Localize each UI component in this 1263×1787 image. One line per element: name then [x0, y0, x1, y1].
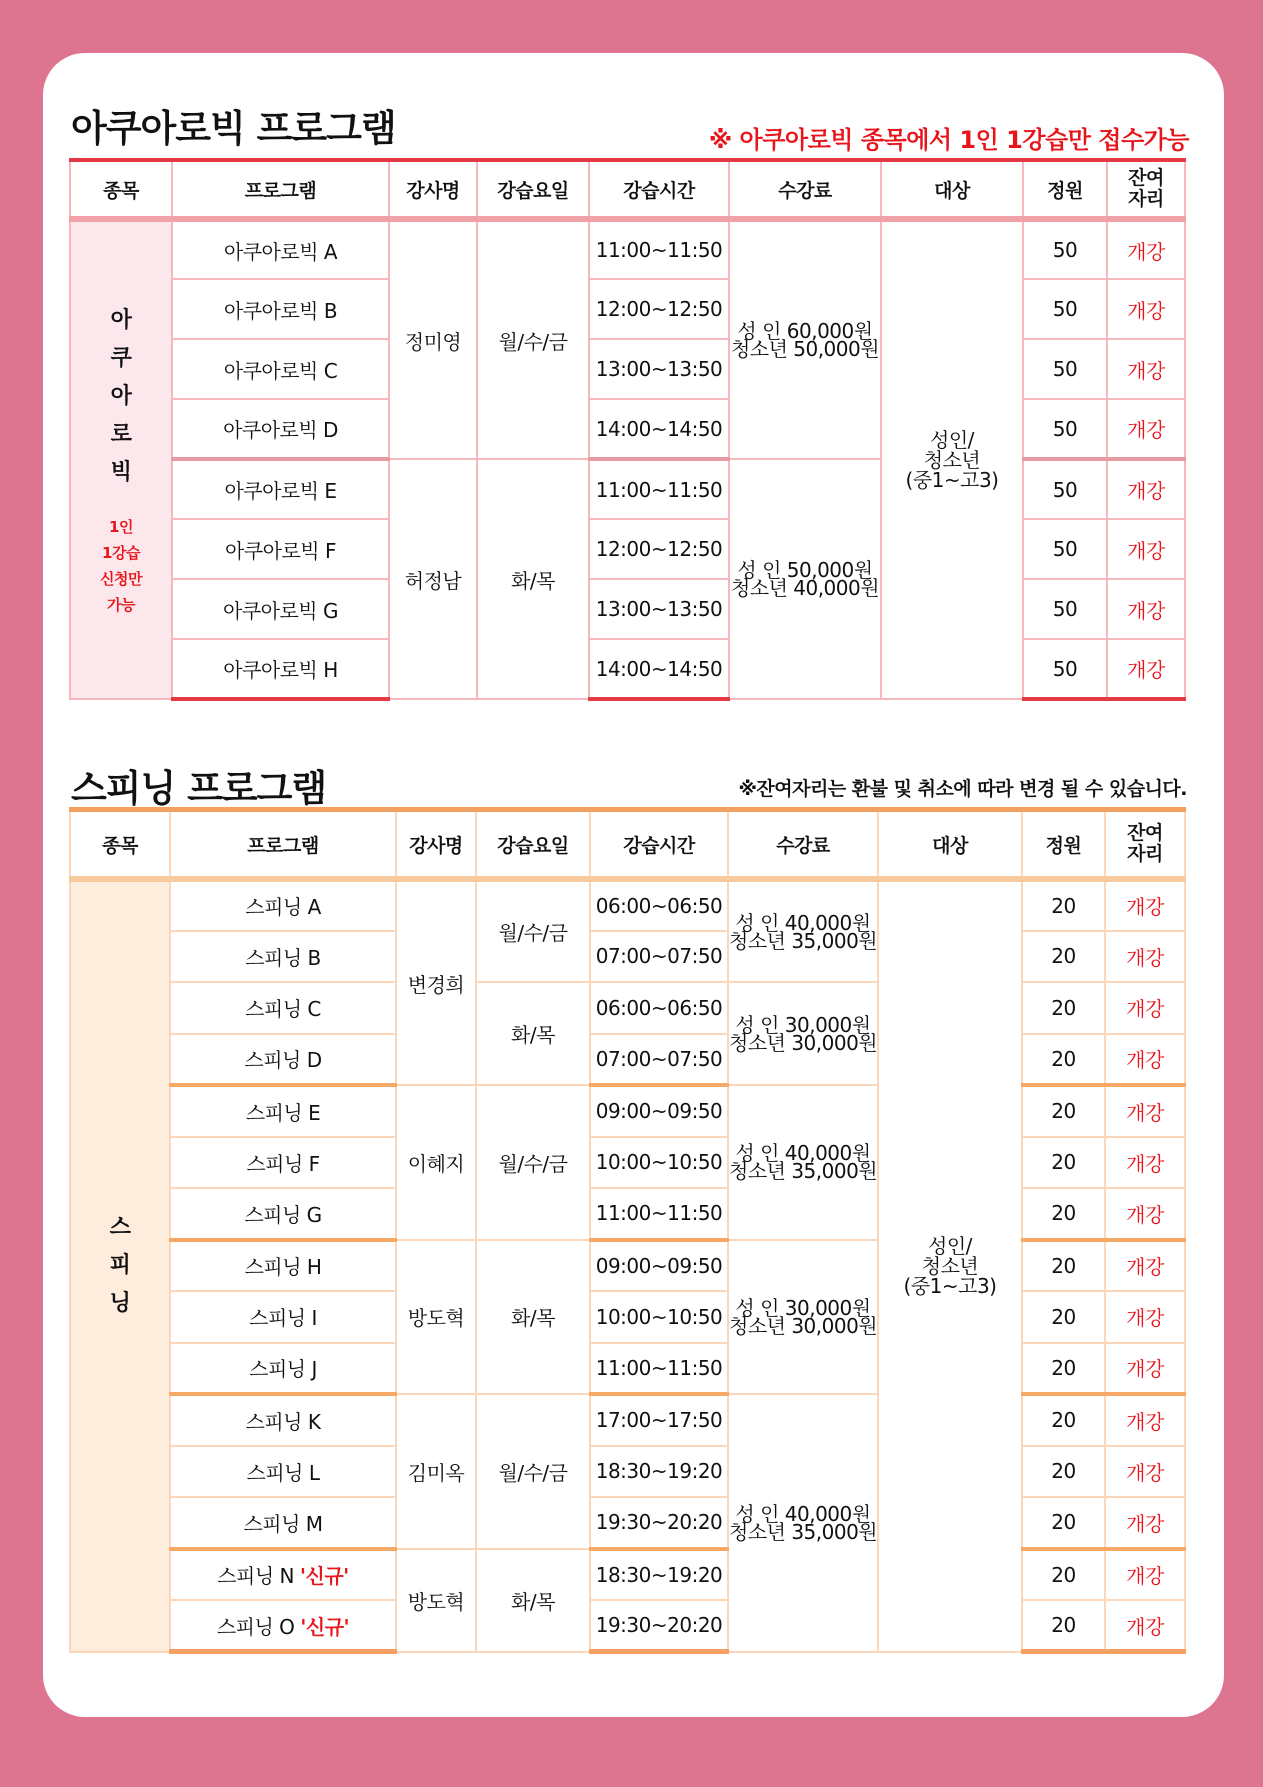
capacity: 20: [1022, 931, 1105, 983]
capacity: 20: [1022, 1343, 1105, 1395]
category-note-line: 가능: [107, 596, 135, 614]
header-fee: 수강료: [729, 160, 881, 219]
fee-youth: 청소년 40,000원: [730, 576, 880, 600]
category-note-line: 1강습: [102, 544, 140, 562]
instructor-name: 변경희: [396, 879, 476, 1085]
class-time: 19:30~20:20: [590, 1600, 728, 1652]
target-line: 성인/: [930, 428, 974, 452]
header-instructor: 강사명: [396, 810, 476, 880]
remaining-status: 개강: [1107, 279, 1185, 339]
program-name: 스피닝 C: [170, 982, 396, 1034]
fee-adult: 성 인 30,000원: [735, 1012, 871, 1037]
remaining-status: 개강: [1107, 639, 1185, 699]
capacity: 50: [1023, 639, 1107, 699]
category-note-line: 신청만: [100, 570, 142, 588]
program-name: 스피닝 I: [170, 1291, 396, 1343]
class-time: 06:00~06:50: [590, 879, 728, 931]
fee-youth: 청소년 30,000원: [729, 1313, 878, 1338]
category-cell: [70, 879, 170, 1652]
remaining-status: 개강: [1105, 1600, 1185, 1652]
instructor-name: 방도혁: [396, 1240, 476, 1395]
fee-youth: 청소년 35,000원: [729, 1519, 878, 1544]
spinning-note: ※잔여자리는 환불 및 취소에 따라 변경 될 수 있습니다.: [738, 778, 1187, 800]
remaining-status: 개강: [1105, 879, 1185, 931]
header-program: 프로그램: [172, 160, 389, 219]
class-time: 13:00~13:50: [589, 579, 729, 639]
class-time: 10:00~10:50: [590, 1291, 728, 1343]
capacity: 20: [1022, 1394, 1105, 1446]
fee-cell: [728, 1240, 878, 1395]
class-time: 09:00~09:50: [590, 1085, 728, 1137]
header-time: 강습시간: [590, 810, 728, 880]
category-char: 닝: [109, 1291, 131, 1317]
category-char: 로: [110, 422, 132, 447]
category-char: 스: [109, 1215, 131, 1241]
class-time: 12:00~12:50: [589, 279, 729, 339]
capacity: 50: [1023, 519, 1107, 579]
remaining-status: 개강: [1107, 339, 1185, 399]
remaining-status: 개강: [1105, 1188, 1185, 1240]
instructor-name: 허정남: [389, 459, 477, 699]
class-days: 화/목: [477, 459, 589, 699]
capacity: 50: [1023, 459, 1107, 519]
program-name: 스피닝 F: [170, 1137, 396, 1189]
header-remaining-line1: 잔여: [1127, 822, 1163, 844]
class-days: 월/수/금: [476, 879, 590, 982]
class-time: 11:00~11:50: [589, 459, 729, 519]
fee-cell: [728, 982, 878, 1085]
header-target: 대상: [878, 810, 1022, 880]
target-cell: [878, 879, 1022, 1652]
header-remaining: [1105, 810, 1185, 880]
remaining-status: 개강: [1105, 1085, 1185, 1137]
fee-cell: [728, 1394, 878, 1652]
header-capacity: 정원: [1023, 160, 1107, 219]
header-time: 강습시간: [589, 160, 729, 219]
remaining-status: 개강: [1105, 1034, 1185, 1086]
table-row: [70, 219, 1185, 279]
program-name: 스피닝 J: [170, 1343, 396, 1395]
header-days: 강습요일: [476, 810, 590, 880]
program-name: 스피닝 G: [170, 1188, 396, 1240]
fee-youth: 청소년 35,000원: [729, 928, 878, 953]
program-name: 스피닝 H: [170, 1240, 396, 1292]
class-time: 11:00~11:50: [590, 1343, 728, 1395]
category-note-line: 1인: [109, 518, 133, 536]
class-time: 13:00~13:50: [589, 339, 729, 399]
header-target: 대상: [881, 160, 1023, 219]
class-time: 17:00~17:50: [590, 1394, 728, 1446]
remaining-status: 개강: [1107, 459, 1185, 519]
header-category: 종목: [70, 160, 172, 219]
remaining-status: 개강: [1105, 1343, 1185, 1395]
header-remaining-line2: 자리: [1127, 843, 1163, 865]
capacity: 20: [1022, 982, 1105, 1034]
class-days: 화/목: [476, 1549, 590, 1652]
remaining-status: 개강: [1107, 519, 1185, 579]
remaining-status: 개강: [1107, 399, 1185, 459]
remaining-status: 개강: [1105, 1291, 1185, 1343]
fee-adult: 성 인 40,000원: [735, 910, 871, 935]
header-instructor: 강사명: [389, 160, 477, 219]
class-time: 19:30~20:20: [590, 1497, 728, 1549]
program-name: 아쿠아로빅 H: [172, 639, 389, 699]
target-line: 청소년: [923, 448, 981, 472]
category-char: 빅: [110, 460, 132, 485]
class-time: 14:00~14:50: [589, 399, 729, 459]
header-capacity: 정원: [1022, 810, 1105, 880]
capacity: 50: [1023, 399, 1107, 459]
program-name: 스피닝 K: [170, 1394, 396, 1446]
program-name: 아쿠아로빅 D: [172, 399, 389, 459]
fee-youth: 청소년 30,000원: [729, 1030, 878, 1055]
table-header-row: [70, 160, 1185, 219]
category-note: [71, 514, 171, 618]
capacity: 20: [1022, 1240, 1105, 1292]
aquarobic-title: 아쿠아로빅 프로그램: [71, 107, 396, 150]
program-name: 아쿠아로빅 E: [172, 459, 389, 519]
remaining-status: 개강: [1105, 1497, 1185, 1549]
fee-cell: [728, 879, 878, 982]
remaining-status: 개강: [1105, 1240, 1185, 1292]
fee-youth: 청소년 50,000원: [730, 337, 880, 361]
program-name-cell: [170, 1600, 396, 1652]
capacity: 20: [1022, 879, 1105, 931]
instructor-name: 정미영: [389, 219, 477, 459]
category-char: 아: [110, 384, 132, 409]
instructor-name: 김미옥: [396, 1394, 476, 1549]
capacity: 20: [1022, 1034, 1105, 1086]
remaining-status: 개강: [1105, 982, 1185, 1034]
class-time: 12:00~12:50: [589, 519, 729, 579]
remaining-status: 개강: [1107, 579, 1185, 639]
header-program: 프로그램: [170, 810, 396, 880]
class-time: 06:00~06:50: [590, 982, 728, 1034]
class-days: 화/목: [476, 982, 590, 1085]
target-cell: [881, 219, 1023, 699]
capacity: 20: [1022, 1291, 1105, 1343]
instructor-name: 이혜지: [396, 1085, 476, 1240]
program-name: 스피닝 N: [217, 1564, 295, 1589]
new-badge: '신규': [300, 1614, 350, 1639]
capacity: 20: [1022, 1188, 1105, 1240]
program-name: 스피닝 B: [170, 931, 396, 983]
header-remaining: [1107, 160, 1185, 219]
class-time: 07:00~07:50: [590, 931, 728, 983]
header-remaining-line2: 자리: [1128, 188, 1164, 210]
target-line: 성인/: [928, 1234, 972, 1259]
fee-adult: 성 인 40,000원: [735, 1501, 871, 1526]
fee-adult: 성 인 60,000원: [737, 319, 873, 343]
fee-adult: 성 인 40,000원: [735, 1141, 871, 1166]
remaining-status: 개강: [1105, 1446, 1185, 1498]
category-char: 아: [110, 308, 132, 333]
capacity: 20: [1022, 1600, 1105, 1652]
program-name: 아쿠아로빅 A: [172, 219, 389, 279]
program-name: 스피닝 M: [170, 1497, 396, 1549]
program-name: 아쿠아로빅 F: [172, 519, 389, 579]
class-time: 14:00~14:50: [589, 639, 729, 699]
program-name: 스피닝 O: [216, 1614, 295, 1639]
spinning-title: 스피닝 프로그램: [71, 767, 327, 810]
program-name: 스피닝 L: [170, 1446, 396, 1498]
new-badge: '신규': [299, 1564, 349, 1589]
remaining-status: 개강: [1105, 1137, 1185, 1189]
fee-cell: [728, 1085, 878, 1240]
class-days: 화/목: [476, 1240, 590, 1395]
capacity: 20: [1022, 1085, 1105, 1137]
capacity: 20: [1022, 1446, 1105, 1498]
fee-youth: 청소년 35,000원: [729, 1159, 878, 1184]
fee-adult: 성 인 50,000원: [737, 558, 873, 582]
capacity: 20: [1022, 1497, 1105, 1549]
target-line: (중1~고3): [905, 468, 999, 492]
category-char: 쿠: [110, 346, 132, 371]
program-name: 아쿠아로빅 B: [172, 279, 389, 339]
target-line: (중1~고3): [903, 1274, 997, 1299]
instructor-name: 방도혁: [396, 1549, 476, 1652]
header-category: 종목: [70, 810, 170, 880]
class-time: 18:30~19:20: [590, 1549, 728, 1601]
header-fee: 수강료: [728, 810, 878, 880]
remaining-status: 개강: [1105, 1394, 1185, 1446]
class-time: 11:00~11:50: [589, 219, 729, 279]
spinning-table: [69, 807, 1186, 1654]
program-name: 스피닝 E: [170, 1085, 396, 1137]
capacity: 50: [1023, 219, 1107, 279]
fee-cell: [729, 459, 881, 699]
fee-adult: 성 인 30,000원: [735, 1295, 871, 1320]
program-name: 아쿠아로빅 C: [172, 339, 389, 399]
target-line: 청소년: [921, 1254, 979, 1279]
class-time: 11:00~11:50: [590, 1188, 728, 1240]
capacity: 20: [1022, 1137, 1105, 1189]
class-days: 월/수/금: [477, 219, 589, 459]
program-name-cell: [170, 1549, 396, 1601]
program-name: 스피닝 D: [170, 1034, 396, 1086]
table-header-row: [70, 810, 1185, 880]
category-char: 피: [109, 1253, 131, 1279]
class-time: 10:00~10:50: [590, 1137, 728, 1189]
class-time: 09:00~09:50: [590, 1240, 728, 1292]
class-time: 07:00~07:50: [590, 1034, 728, 1086]
class-time: 18:30~19:20: [590, 1446, 728, 1498]
table-row: [70, 879, 1185, 931]
remaining-status: 개강: [1105, 931, 1185, 983]
header-days: 강습요일: [477, 160, 589, 219]
class-days: 월/수/금: [476, 1085, 590, 1240]
header-remaining-line1: 잔여: [1128, 167, 1164, 189]
capacity: 50: [1023, 579, 1107, 639]
remaining-status: 개강: [1107, 219, 1185, 279]
remaining-status: 개강: [1105, 1549, 1185, 1601]
capacity: 50: [1023, 339, 1107, 399]
aquarobic-note: ※ 아쿠아로빅 종목에서 1인 1강습만 접수가능: [708, 126, 1189, 154]
capacity: 20: [1022, 1549, 1105, 1601]
fee-cell: [729, 219, 881, 459]
program-name: 아쿠아로빅 G: [172, 579, 389, 639]
program-name: 스피닝 A: [170, 879, 396, 931]
capacity: 50: [1023, 279, 1107, 339]
category-cell: [70, 219, 172, 699]
class-days: 월/수/금: [476, 1394, 590, 1549]
aquarobic-table: [69, 158, 1186, 701]
